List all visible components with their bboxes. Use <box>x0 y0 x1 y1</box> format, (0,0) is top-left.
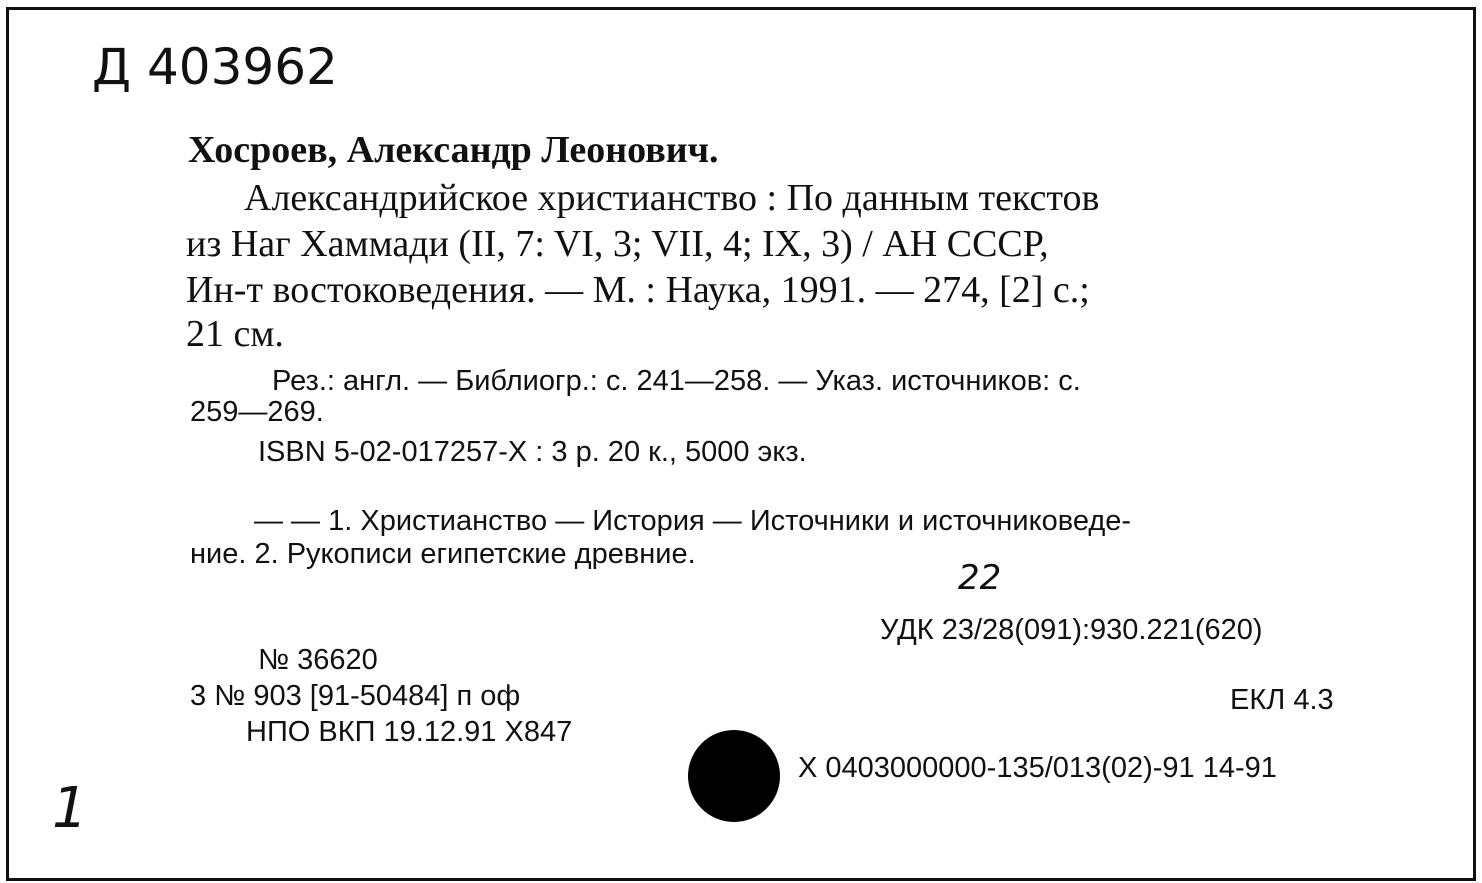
title-line-2: из Наг Хаммади (II, 7: VI, 3; VII, 4; IX, 3) / АН СССР, <box>186 223 1049 265</box>
title-line-1: Александрийское христианство : По данным текстов <box>244 177 1100 219</box>
summary-line-2: 259—269. <box>190 396 324 428</box>
corner-handwritten-mark: 1 <box>52 776 88 841</box>
title-line-4: 21 см. <box>186 313 284 355</box>
black-dot-mark <box>688 730 780 822</box>
subjects-line-2: ние. 2. Рукописи египетские древние. <box>190 538 696 570</box>
call-number: Д 403962 <box>92 38 338 96</box>
udk-classification: УДК 23/28(091):930.221(620) <box>880 614 1263 646</box>
order-line: 3 № 903 [91-50484] п оф <box>190 680 521 712</box>
summary-line-1: Рез.: англ. — Библиогр.: с. 241—258. — Указ. источников: с. <box>272 365 1081 397</box>
npo-line: НПО ВКП 19.12.91 Х847 <box>246 716 573 748</box>
inventory-number: № 36620 <box>258 644 378 676</box>
publication-code: Х 0403000000-135/013(02)-91 14-91 <box>798 752 1277 784</box>
isbn-line: ISBN 5-02-017257-X : 3 р. 20 к., 5000 экз. <box>258 436 807 468</box>
title-line-3: Ин-т востоковедения. — М. : Наука, 1991. — 274, [2] с.; <box>186 269 1090 311</box>
subjects-line-1: — — 1. Христианство — История — Источники и источниковеде- <box>254 505 1132 537</box>
ekl-code: ЕКЛ 4.3 <box>1230 684 1334 716</box>
handwritten-mark: 22 <box>958 558 1002 598</box>
author-heading: Хосроев, Александр Леонович. <box>188 129 719 171</box>
